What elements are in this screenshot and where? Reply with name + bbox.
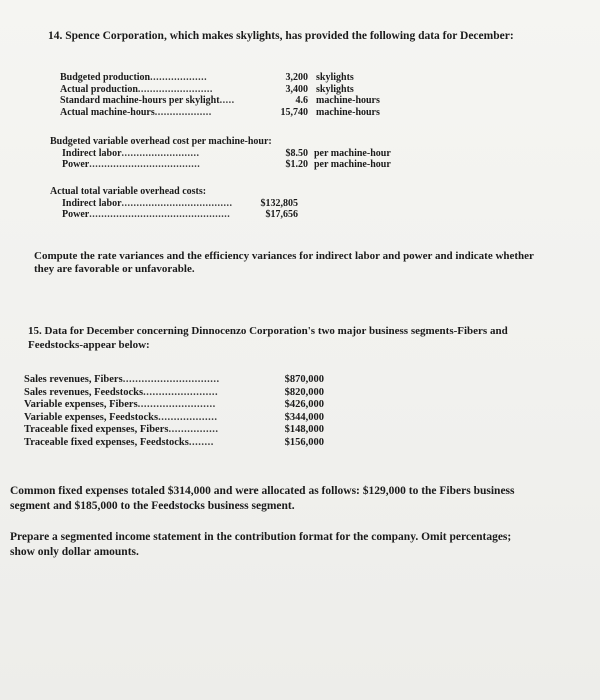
leader-dots: .....................................: [121, 197, 233, 209]
table-row: [50, 159, 520, 171]
leader-dots: ..........................: [121, 147, 200, 159]
row-unit: skylights: [316, 83, 354, 95]
leader-dots: ...................: [158, 411, 218, 423]
row-unit: skylights: [316, 72, 354, 83]
row-value: $8.50: [285, 147, 308, 159]
common-fixed-expenses-paragraph: Common fixed expenses totaled $314,000 and were allocated as follows: $129,000 to the Fibers business segment and $185,000 to the Feedstocks business segment.: [10, 485, 515, 512]
row-value: $148,000: [284, 424, 324, 435]
leader-dots: ...................: [150, 72, 208, 83]
budgeted-overhead-table: [50, 136, 520, 171]
prepare-statement-instruction: Prepare a segmented income statement in the contribution format for the company. Omit percentages; show only dollar amounts.: [10, 531, 512, 558]
row-label: Sales revenues, Feedstocks: [24, 386, 144, 398]
table-row: [60, 84, 520, 96]
row-value: $156,000: [284, 436, 324, 448]
row-label: Budgeted production: [60, 72, 151, 83]
row-value: $344,000: [284, 411, 324, 423]
row-value: $870,000: [284, 374, 324, 385]
row-label: Variable expenses, Feedstocks: [24, 411, 159, 423]
table-row: [24, 387, 354, 400]
leader-dots: ................: [168, 424, 219, 435]
row-value: $426,000: [284, 399, 324, 410]
problem-15-intro: 15. Data for December concerning Dinnocenzo Corporation's two major business segments-Fibers and Feedstocks-appear below:: [28, 325, 508, 351]
leader-dots: ........: [188, 436, 214, 448]
problem-14-question: Compute the rate variances and the efficiency variances for indirect labor and power and indicate whether they are favorable or unfavorable.: [34, 250, 534, 275]
row-value: 3,400: [285, 83, 308, 95]
leader-dots: .........................: [137, 83, 213, 95]
row-value: $1.20: [285, 159, 308, 171]
row-label: Sales revenues, Fibers: [24, 374, 123, 385]
row-unit: machine-hours: [316, 106, 380, 118]
row-unit: per machine-hour: [314, 147, 391, 159]
leader-dots: ........................: [143, 386, 219, 398]
segment-data-table: [24, 374, 354, 449]
leader-dots: .........................: [137, 399, 216, 410]
table-row: [60, 107, 520, 119]
leader-dots: .....................................: [89, 159, 201, 171]
row-label: Traceable fixed expenses, Fibers: [24, 424, 169, 435]
row-unit: per machine-hour: [314, 159, 391, 171]
table-row: [50, 198, 520, 210]
row-label: Traceable fixed expenses, Feedstocks: [24, 436, 189, 448]
leader-dots: ...............................................: [89, 209, 231, 221]
table-row: [24, 424, 354, 437]
row-label: Power: [62, 159, 90, 171]
actual-overhead-heading: Actual total variable overhead costs:: [50, 186, 207, 197]
row-label: Actual machine-hours: [60, 106, 155, 118]
table-row: [60, 72, 520, 84]
row-value: $17,656: [265, 209, 298, 221]
budgeted-overhead-heading: Budgeted variable overhead cost per machine-hour:: [50, 136, 272, 147]
table-row: [50, 209, 520, 221]
row-value: 15,740: [280, 106, 308, 118]
table-row: [24, 399, 354, 412]
leader-dots: .....: [219, 95, 235, 107]
row-unit: machine-hours: [316, 95, 380, 107]
row-value: 3,200: [285, 72, 308, 83]
table-row: [24, 437, 354, 450]
table-row: [60, 95, 520, 107]
row-label: Power: [62, 209, 90, 221]
row-label: Variable expenses, Fibers: [24, 399, 138, 410]
actual-overhead-table: [50, 186, 520, 221]
production-data-table: [60, 72, 520, 118]
row-value: 4.6: [295, 95, 308, 107]
row-label: Standard machine-hours per skylight: [60, 95, 220, 107]
row-label: Indirect labor: [62, 147, 122, 159]
row-label: Actual production: [60, 83, 138, 95]
leader-dots: ...............................: [122, 374, 220, 385]
table-row: [24, 412, 354, 425]
row-value: $820,000: [284, 386, 324, 398]
problem-14-intro: 14. Spence Corporation, which makes skylights, has provided the following data for December:: [48, 30, 514, 42]
row-value: $132,805: [260, 197, 298, 209]
row-label: Indirect labor: [62, 197, 122, 209]
leader-dots: ...................: [154, 106, 212, 118]
table-row: [24, 374, 354, 387]
table-row: [50, 148, 520, 160]
